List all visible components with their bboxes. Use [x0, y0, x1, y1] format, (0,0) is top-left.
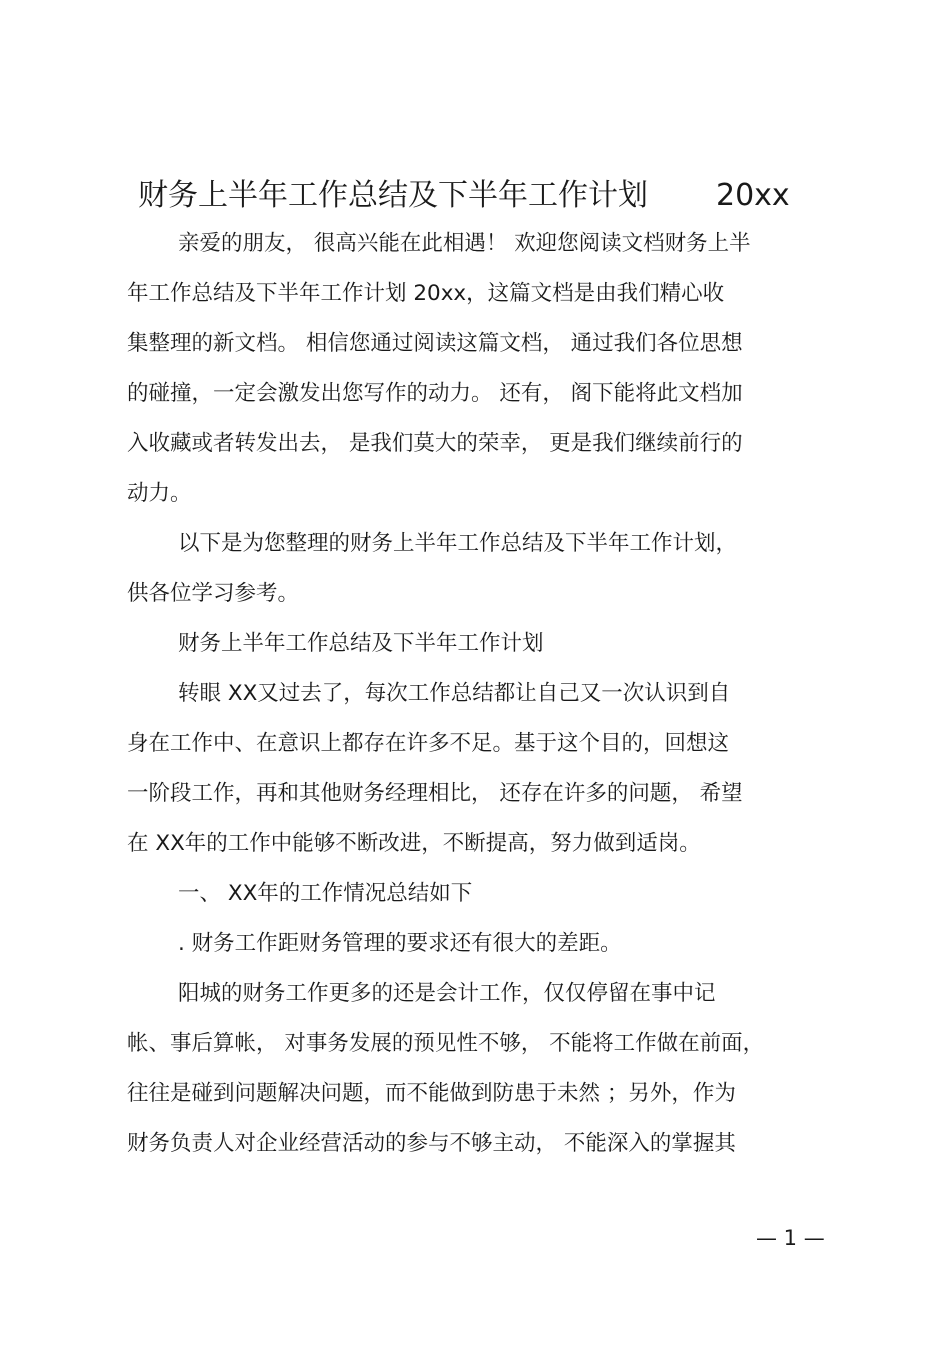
paragraph-line: 身在工作中、在意识上都存在许多不足。基于这个目的，回想这 — [127, 731, 730, 756]
paragraph-line: 往往是碰到问题解决问题，而不能做到防患于未然 ；另外，作为 — [127, 1081, 736, 1106]
subsection-heading: . 财务工作距财务管理的要求还有很大的差距。 — [178, 931, 622, 956]
section-heading: 财务上半年工作总结及下半年工作计划 — [178, 631, 544, 656]
document-title — [138, 172, 828, 220]
paragraph-line: 帐、事后算帐， 对事务发展的预见性不够， 不能将工作做在前面， — [127, 1031, 765, 1056]
paragraph-line: 在 XX年的工作中能够不断改进，不断提高，努力做到适岗。 — [127, 831, 701, 856]
paragraph-line: 阳城的财务工作更多的还是会计工作，仅仅停留在事中记 — [178, 981, 716, 1006]
section-heading: 一、 XX年的工作情况总结如下 — [178, 881, 473, 906]
paragraph-line: 供各位学习参考。 — [127, 581, 300, 606]
page-number: — 1 — — [756, 1226, 825, 1250]
paragraph-line: 转眼 XX又过去了，每次工作总结都让自己又一次认识到自 — [178, 681, 731, 706]
paragraph-line: 财务负责人对企业经营活动的参与不够主动， 不能深入的掌握其 — [127, 1131, 736, 1156]
paragraph-line: 集整理的新文档。 相信您通过阅读这篇文档， 通过我们各位思想 — [127, 331, 743, 356]
paragraph-line: 入收藏或者转发出去， 是我们莫大的荣幸， 更是我们继续前行的 — [127, 431, 743, 456]
paragraph-line: 年工作总结及下半年工作计划 20xx，这篇文档是由我们精心收 — [127, 281, 725, 306]
title-text: 财务上半年工作总结及下半年工作计划 — [138, 178, 648, 213]
paragraph-line: 亲爱的朋友， 很高兴能在此相遇！ 欢迎您阅读文档财务上半 — [178, 231, 751, 256]
title-year: 20xx — [716, 178, 790, 213]
paragraph-line: 的碰撞，一定会激发出您写作的动力。 还有， 阁下能将此文档加 — [127, 381, 743, 406]
paragraph-line: 动力。 — [127, 481, 192, 506]
paragraph-line: 一阶段工作，再和其他财务经理相比， 还存在许多的问题， 希望 — [127, 781, 743, 806]
paragraph-line: 以下是为您整理的财务上半年工作总结及下半年工作计划， — [178, 531, 738, 556]
